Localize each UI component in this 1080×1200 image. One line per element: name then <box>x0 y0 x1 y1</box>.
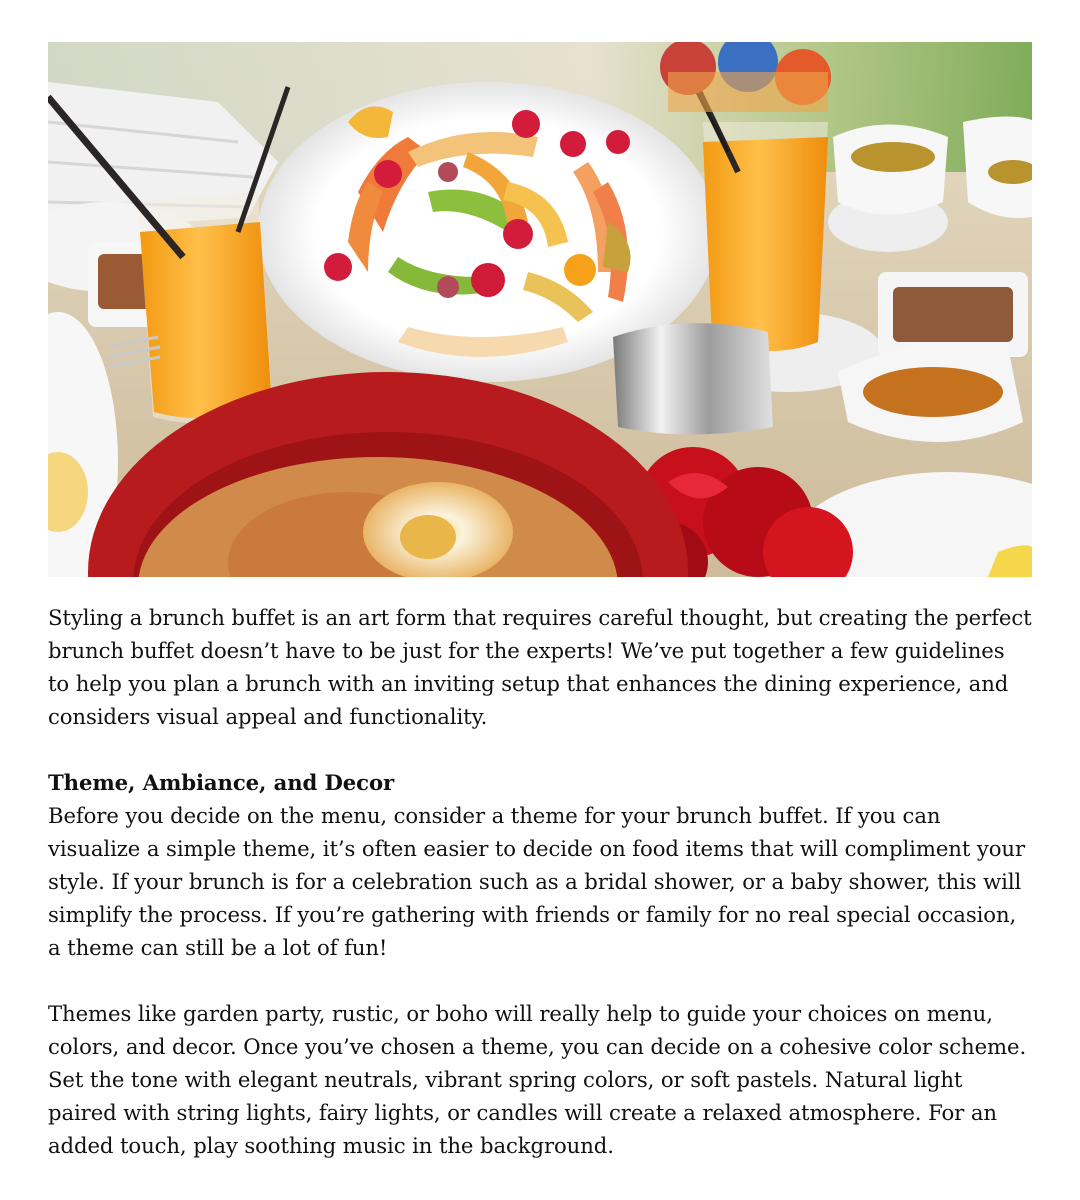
theme-paragraph: Before you decide on the menu, consider a theme for your brunch buffet. If you can visualize a simple theme, it’s often easier to decide on food items that will compliment your style. If your brunch is for a celebration such as a bridal shower, or a baby shower, this will simplify the process. If you’re gathering with friends or family for no real special occasion, a theme can still be a lot of fun! <box>48 803 1025 960</box>
section-heading: Theme, Ambiance, and Decor <box>48 770 395 795</box>
paragraph-spacer <box>48 964 1032 997</box>
themes-paragraph: Themes like garden party, rustic, or boho will really help to guide your choices on menu, colors, and decor. Once you’ve chosen a theme, you can decide on a cohesive color scheme. Set the tone with elegant neutrals, vibrant spring colors, or soft pastels. Natural light paired with string lights, fairy lights, or candles will create a relaxed atmosphere. For an added touch, play soothing music in the background. <box>48 1001 1027 1158</box>
intro-paragraph: Styling a brunch buffet is an art form that requires careful thought, but creating the perfect brunch buffet doesn’t have to be just for the experts! We’ve put together a few guidelines to help you plan a brunch with an inviting setup that enhances the dining experience, and considers visual appeal and functionality. <box>48 605 1032 729</box>
article-body <box>48 601 1032 1162</box>
hero-image <box>48 42 1032 577</box>
paragraph-spacer <box>48 733 1032 766</box>
brunch-table-photo <box>48 42 1032 577</box>
article-page <box>48 42 1032 1162</box>
